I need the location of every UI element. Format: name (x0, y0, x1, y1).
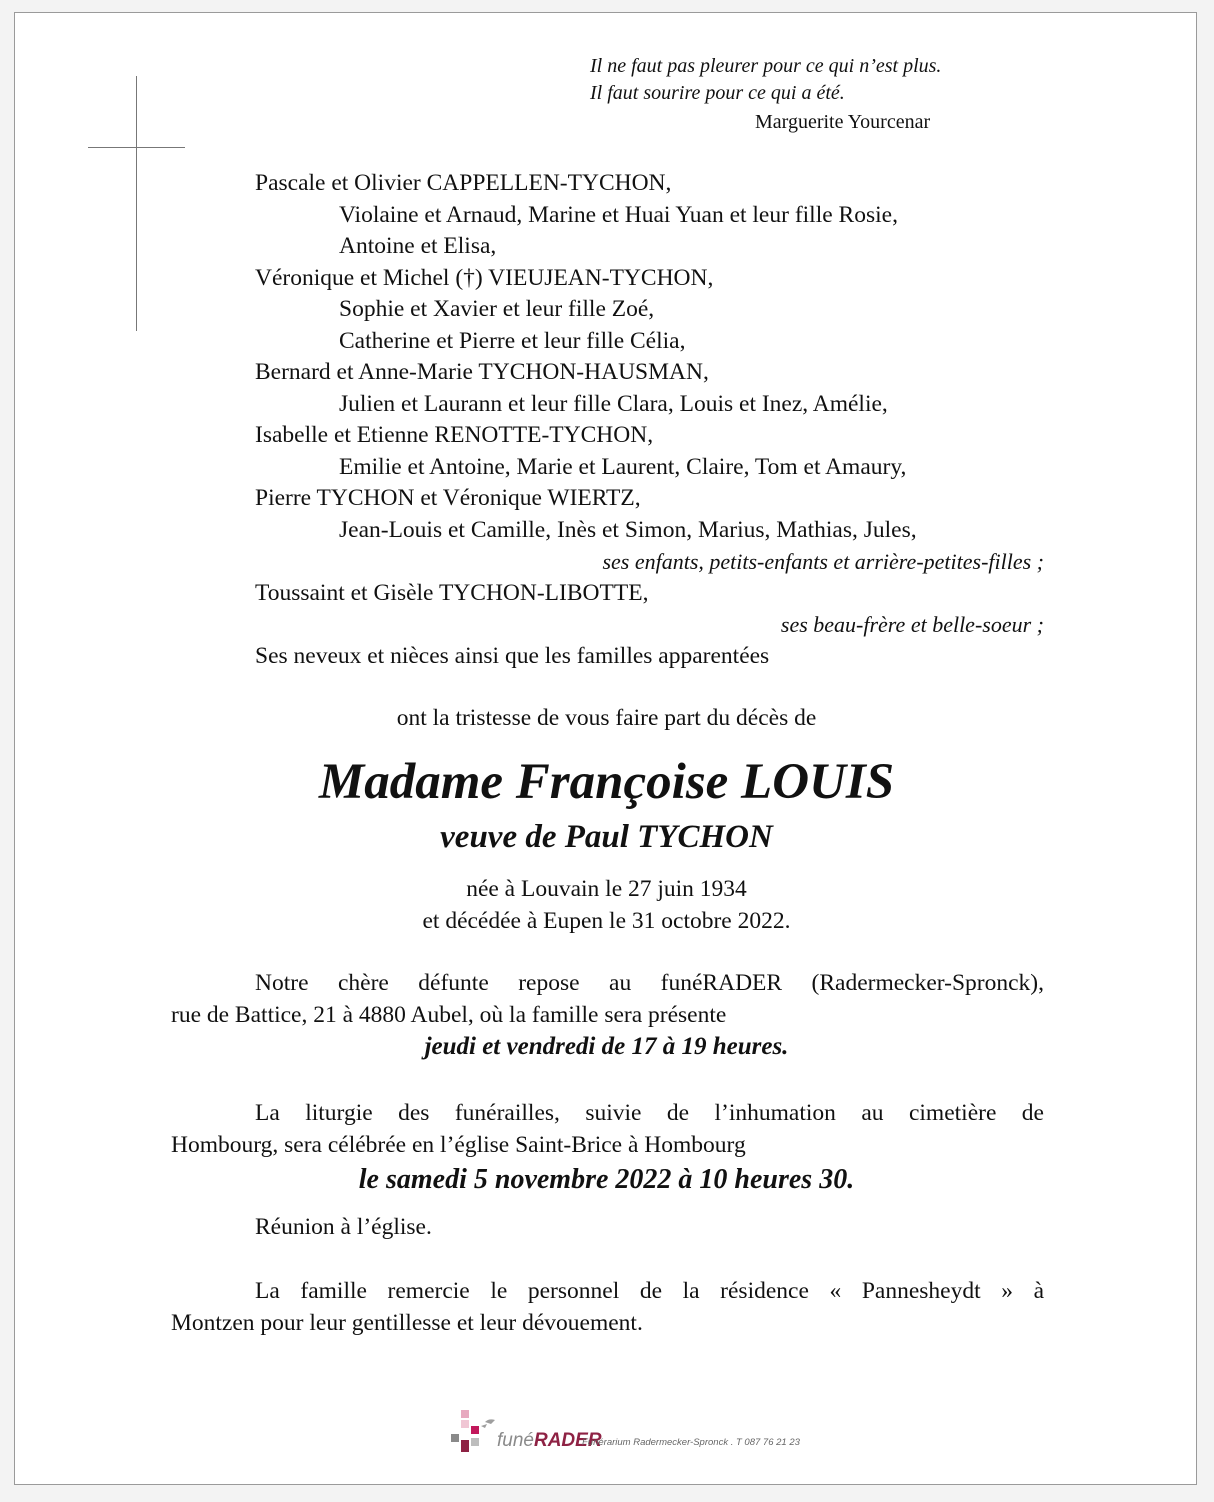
cross-horizontal-bar (88, 147, 185, 148)
deceased-name: Madame Françoise LOUIS (318, 754, 895, 810)
family-line: Julien et Laurann et leur fille Clara, Louis et Inez, Amélie, (339, 391, 888, 417)
quote-author: Marguerite Yourcenar (755, 111, 931, 133)
meeting-info: Réunion à l’église. (255, 1214, 432, 1240)
logo-brand: RADER (533, 1430, 602, 1451)
announcement: ont la tristesse de vous faire part du décès de (396, 705, 817, 731)
family-line: Pierre TYCHON et Véronique WIERTZ, (255, 485, 641, 511)
family-line: Sophie et Xavier et leur fille Zoé, (339, 296, 655, 322)
cross-vertical-bar (136, 76, 137, 331)
family-line: Catherine et Pierre et leur fille Célia, (339, 328, 686, 354)
death-info: et décédée à Eupen le 31 octobre 2022. (422, 908, 791, 934)
family-line: Pascale et Olivier CAPPELLEN-TYCHON, (255, 170, 672, 196)
family-line: Antoine et Elisa, (339, 233, 497, 259)
funeral-date: le samedi 5 novembre 2022 à 10 heures 30. (358, 1164, 855, 1195)
family-relation: ses enfants, petits-enfants et arrière-petites-filles ; (602, 549, 1044, 574)
obituary-card (14, 12, 1197, 1485)
logo-prefix: funé (497, 1430, 534, 1451)
family-line: Ses neveux et nièces ainsi que les familles apparentées (255, 643, 770, 669)
deceased-widow-of: veuve de Paul TYCHON (440, 819, 773, 855)
family-relation: ses beau-frère et belle-soeur ; (780, 612, 1044, 637)
family-line: Isabelle et Etienne RENOTTE-TYCHON, (255, 422, 654, 448)
family-line: Véronique et Michel (†) VIEUJEAN-TYCHON, (255, 265, 714, 291)
thanks-line-1: La famille remercie le personnel de la résidence « Pannesheydt » à (255, 1278, 1044, 1304)
thanks-line-2: Montzen pour leur gentillesse et leur dévouement. (171, 1310, 643, 1336)
family-line: Emilie et Antoine, Marie et Laurent, Claire, Tom et Amaury, (339, 454, 907, 480)
visitation-line-1: Notre chère défunte repose au funéRADER (Radermecker-Spronck), (255, 970, 1044, 996)
visitation-line-2: rue de Battice, 21 à 4880 Aubel, où la famille sera présente (171, 1002, 727, 1028)
family-line: Toussaint et Gisèle TYCHON-LIBOTTE, (255, 580, 649, 606)
funeral-line-1: La liturgie des funérailles, suivie de l’inhumation au cimetière de (255, 1100, 1044, 1126)
funeral-line-2: Hombourg, sera célébrée en l’église Saint-Brice à Hombourg (171, 1132, 746, 1158)
visitation-times: jeudi et vendredi de 17 à 19 heures. (424, 1033, 789, 1060)
quote-line-1: Il ne faut pas pleurer pour ce qui n’est plus. (590, 55, 942, 77)
quote-line-2: Il faut sourire pour ce qui a été. (590, 82, 845, 104)
family-line: Jean-Louis et Camille, Inès et Simon, Marius, Mathias, Jules, (339, 517, 917, 543)
birth-info: née à Louvain le 27 juin 1934 (466, 876, 747, 902)
family-line: Bernard et Anne-Marie TYCHON-HAUSMAN, (255, 359, 709, 385)
funerader-logo (447, 1408, 800, 1458)
family-line: Violaine et Arnaud, Marine et Huai Yuan et leur fille Rosie, (339, 202, 898, 228)
logo-tagline: Funérarium Radermecker-Spronck . T 087 76 21 23 (582, 1437, 800, 1448)
